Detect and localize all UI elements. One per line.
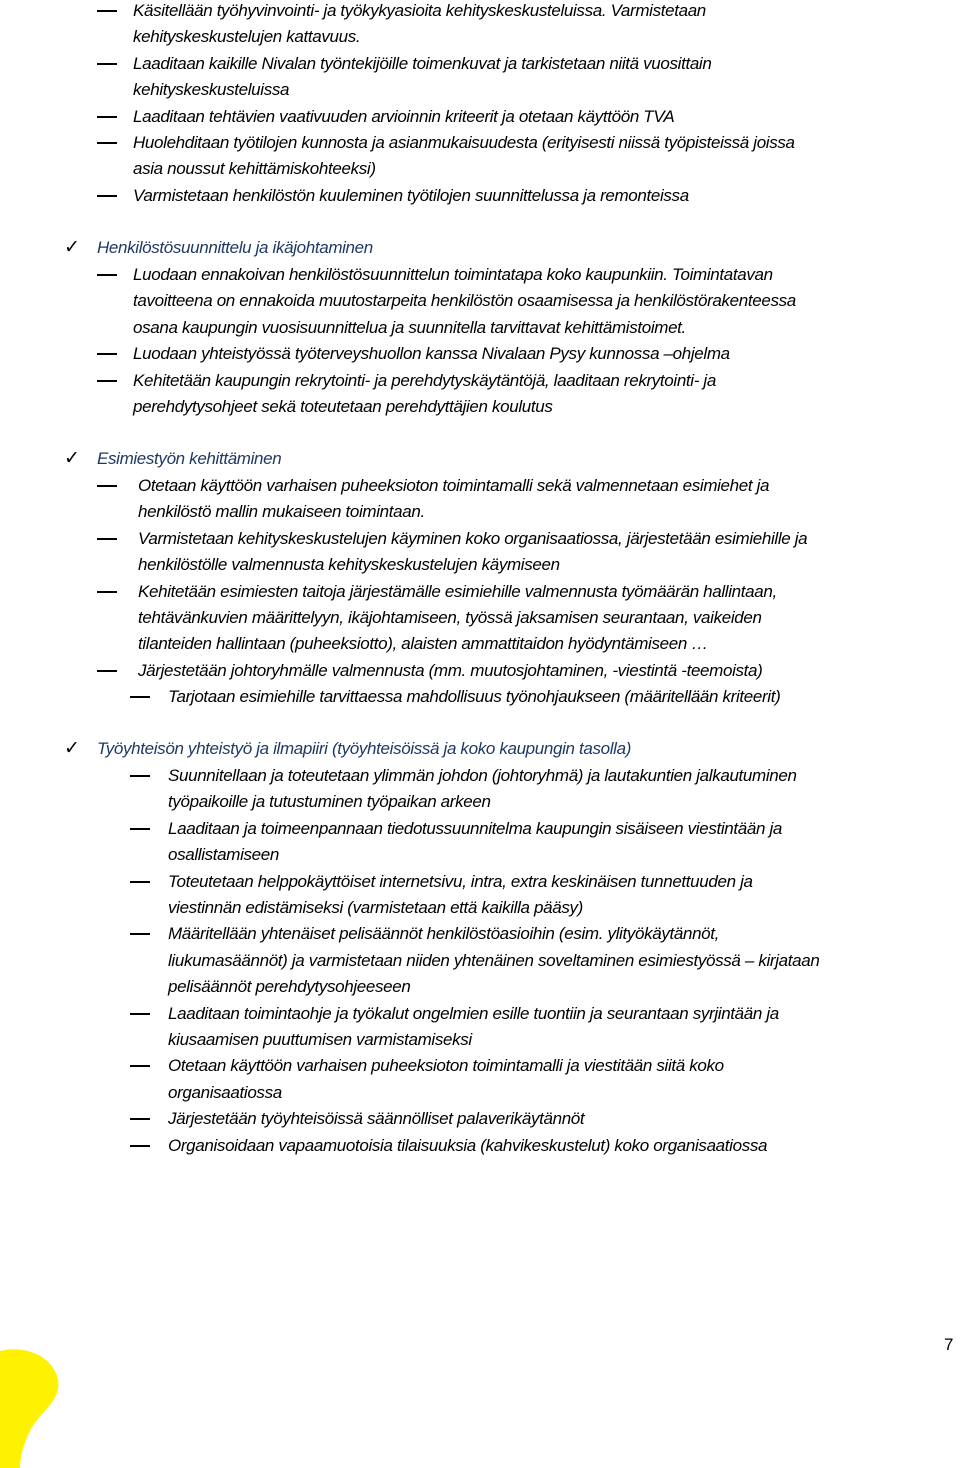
dash-bullet-icon: [130, 881, 150, 883]
list-item-text: Kehitetään esimiesten taitoja järjestämälle esimiehille valmennusta työmäärän hallintaan,: [138, 581, 777, 601]
list-item-line: [0, 77, 960, 103]
list-item-text: viestinnän edistämiseksi (varmistetaan että kaikilla pääsy): [168, 898, 583, 917]
list-item-line: [0, 51, 960, 77]
list-item-text: Järjestetään työyhteisöissä säännölliset palaverikäytännöt: [168, 1109, 585, 1129]
list-item-text: asia noussut kehittämiskohteeksi): [133, 159, 376, 179]
list-item-text: Luodaan yhteistyössä työterveyshuollon kanssa Nivalaan Pysy kunnossa –ohjelma: [133, 344, 730, 364]
dash-bullet-icon: [97, 142, 117, 144]
dash-bullet-icon: [97, 670, 117, 672]
list-item-text: Kehitetään kaupungin rekrytointi- ja perehdytyskäytäntöjä, laaditaan rekrytointi- ja: [133, 370, 716, 390]
list-item-line: [0, 631, 960, 657]
page-number: 7: [944, 1335, 954, 1354]
list-item-text: Määritellään yhtenäiset pelisäännöt henkilöstöasioihin (esim. ylityökäytännöt,: [168, 924, 720, 944]
list-item-line: [0, 789, 960, 815]
list-item-line: [0, 1080, 960, 1106]
list-item-text: kehityskeskusteluissa: [133, 80, 290, 100]
list-item-text: Laaditaan ja toimeenpannaan tiedotussuunnitelma kaupungin sisäiseen viestintään ja: [168, 818, 782, 838]
list-item-text: organisaatiossa: [168, 1082, 282, 1102]
list-item-line: [0, 1027, 960, 1053]
list-item-line: [0, 921, 960, 947]
section-heading: [0, 446, 960, 472]
checkmark-bullet-icon: ✓: [64, 738, 80, 759]
list-item-line: [0, 526, 960, 552]
list-item-line: [0, 473, 960, 499]
dash-bullet-icon: [97, 380, 117, 382]
dash-bullet-icon: [97, 10, 117, 12]
checkmark-bullet-icon: ✓: [64, 448, 80, 469]
list-item-text: henkilöstö mallin mukaiseen toimintaan.: [138, 502, 425, 522]
dash-bullet-icon: [130, 1065, 150, 1067]
list-item-text: Varmistetaan henkilöstön kuuleminen työtilojen suunnittelussa ja remonteissa: [133, 185, 689, 205]
dash-bullet-icon: [97, 485, 117, 487]
list-item-text: Laaditaan kaikille Nivalan työntekijöille toimenkuvat ja tarkistetaan niitä vuosittain: [133, 53, 712, 73]
dash-bullet-icon: [97, 591, 117, 593]
dash-bullet-icon: [97, 116, 117, 118]
list-item-text: Käsitellään työhyvinvointi- ja työkykyasioita kehityskeskusteluissa. Varmistetaan: [133, 1, 706, 20]
yellow-logo-mark: [0, 1345, 60, 1468]
list-item-line: [0, 605, 960, 631]
checkmark-bullet-icon: ✓: [64, 237, 80, 258]
list-item-text: Luodaan ennakoivan henkilöstösuunnittelun toimintatapa koko kaupunkiin. Toimintatavan: [133, 265, 773, 284]
list-item-line: [0, 658, 960, 684]
list-item-text: liukumasäännöt) ja varmistetaan niiden yhtenäinen soveltaminen esimiestyössä – kirjataan: [168, 950, 820, 970]
list-item-text: tavoitteena on ennakoida muutostarpeita henkilöstön osaamisessa ja henkilöstörakenteessa: [133, 291, 796, 311]
list-item-text: Varmistetaan kehityskeskustelujen käyminen koko organisaatiossa, järjestetään esimiehille ja: [138, 528, 808, 548]
dash-bullet-icon: [97, 538, 117, 540]
section-heading-text: Työyhteisön yhteistyö ja ilmapiiri (työyhteisöissä ja koko kaupungin tasolla): [97, 739, 632, 758]
list-item-line: [0, 895, 960, 921]
list-item-line: [0, 24, 960, 50]
list-item-line: [0, 1106, 960, 1132]
list-item-line: [0, 1133, 960, 1159]
list-item-line: [0, 763, 960, 789]
list-item-line: [0, 842, 960, 868]
list-item-text: Laaditaan tehtävien vaativuuden arvioinnin kriteerit ja otetaan käyttöön TVA: [133, 106, 675, 126]
list-item-line: [0, 948, 960, 974]
list-item-text: tilanteiden hallintaan (puheeksiotto), alaisten ammattitaidon hyödyntämiseen …: [138, 634, 708, 654]
list-item-line: [0, 156, 960, 182]
list-item-line: [0, 394, 960, 420]
list-item-text: Huolehditaan työtilojen kunnosta ja asianmukaisuudesta (erityisesti niissä työpisteissä joissa: [133, 133, 795, 152]
dash-bullet-icon: [130, 696, 150, 698]
dash-bullet-icon: [130, 1118, 150, 1120]
dash-bullet-icon: [130, 933, 150, 935]
section-heading: [0, 736, 960, 762]
dash-bullet-icon: [97, 353, 117, 355]
section-heading-text: Henkilöstösuunnittelu ja ikäjohtaminen: [97, 238, 373, 257]
list-item-text: osallistamiseen: [168, 845, 279, 865]
list-item-line: [0, 0, 960, 24]
list-item-line: [0, 1001, 960, 1027]
list-item-text: tehtävänkuvien määrittelyyn, ikäjohtamiseen, työssä jaksamisen seurantaan, vaikeiden: [138, 608, 762, 627]
dash-bullet-icon: [130, 828, 150, 830]
list-item-text: kiusaamisen puuttumisen varmistamiseksi: [168, 1030, 472, 1049]
list-item-text: Tarjotaan esimiehille tarvittaessa mahdollisuus työnohjaukseen (määritellään kriteerit): [168, 687, 781, 707]
list-item-text: osana kaupungin vuosisuunnittelua ja suunnitella tarvittavat kehittämistoimet.: [133, 317, 686, 337]
list-item-text: Järjestetään johtoryhmälle valmennusta (mm. muutosjohtaminen, -viestintä -teemoista): [138, 660, 763, 680]
list-item-text: Otetaan käyttöön varhaisen puheeksioton toimintamalli ja viestitään siitä koko: [168, 1056, 724, 1076]
list-item-text: perehdytysohjeet sekä toteutetaan perehdyttäjien koulutus: [133, 397, 553, 416]
list-item-text: henkilöstölle valmennusta kehityskeskustelujen käymiseen: [138, 555, 560, 575]
dash-bullet-icon: [130, 775, 150, 777]
list-item-line: [0, 315, 960, 341]
section-heading-text: Esimiestyön kehittäminen: [97, 449, 282, 468]
yellow-logo-shape: [0, 1349, 58, 1468]
list-item-line: [0, 579, 960, 605]
list-item-text: Suunnitellaan ja toteutetaan ylimmän johdon (johtoryhmä) ja lautakuntien jalkautuminen: [168, 766, 797, 785]
list-item-line: [0, 816, 960, 842]
list-item-line: [0, 368, 960, 394]
list-item-line: [0, 341, 960, 367]
dash-bullet-icon: [130, 1013, 150, 1015]
list-item-line: [0, 262, 960, 288]
list-item-line: [0, 130, 960, 156]
section-heading: [0, 235, 960, 261]
list-item-line: [0, 499, 960, 525]
list-item-line: [0, 1053, 960, 1079]
dash-bullet-icon: [130, 1145, 150, 1147]
list-item-text: kehityskeskustelujen kattavuus.: [133, 27, 361, 47]
list-item-line: [0, 684, 960, 710]
list-item-text: Organisoidaan vapaamuotoisia tilaisuuksia (kahvikeskustelut) koko organisaatiossa: [168, 1135, 768, 1155]
list-item-line: [0, 552, 960, 578]
list-item-text: pelisäännöt perehdytysohjeeseen: [168, 977, 411, 997]
list-item-line: [0, 104, 960, 130]
list-item-text: Otetaan käyttöön varhaisen puheeksioton toimintamalli sekä valmennetaan esimiehet ja: [138, 476, 770, 495]
list-item-line: [0, 288, 960, 314]
dash-bullet-icon: [97, 274, 117, 276]
list-item-text: Laaditaan toimintaohje ja työkalut ongelmien esille tuontiin ja seurantaan syrjintään ja: [168, 1003, 779, 1023]
list-item-text: Toteutetaan helppokäyttöiset internetsivu, intra, extra keskinäisen tunnettuuden ja: [168, 871, 753, 891]
list-item-line: [0, 974, 960, 1000]
dash-bullet-icon: [97, 195, 117, 197]
list-item-line: [0, 869, 960, 895]
list-item-line: [0, 183, 960, 209]
list-item-text: työpaikoille ja tutustuminen työpaikan arkeen: [168, 792, 491, 812]
dash-bullet-icon: [97, 63, 117, 65]
